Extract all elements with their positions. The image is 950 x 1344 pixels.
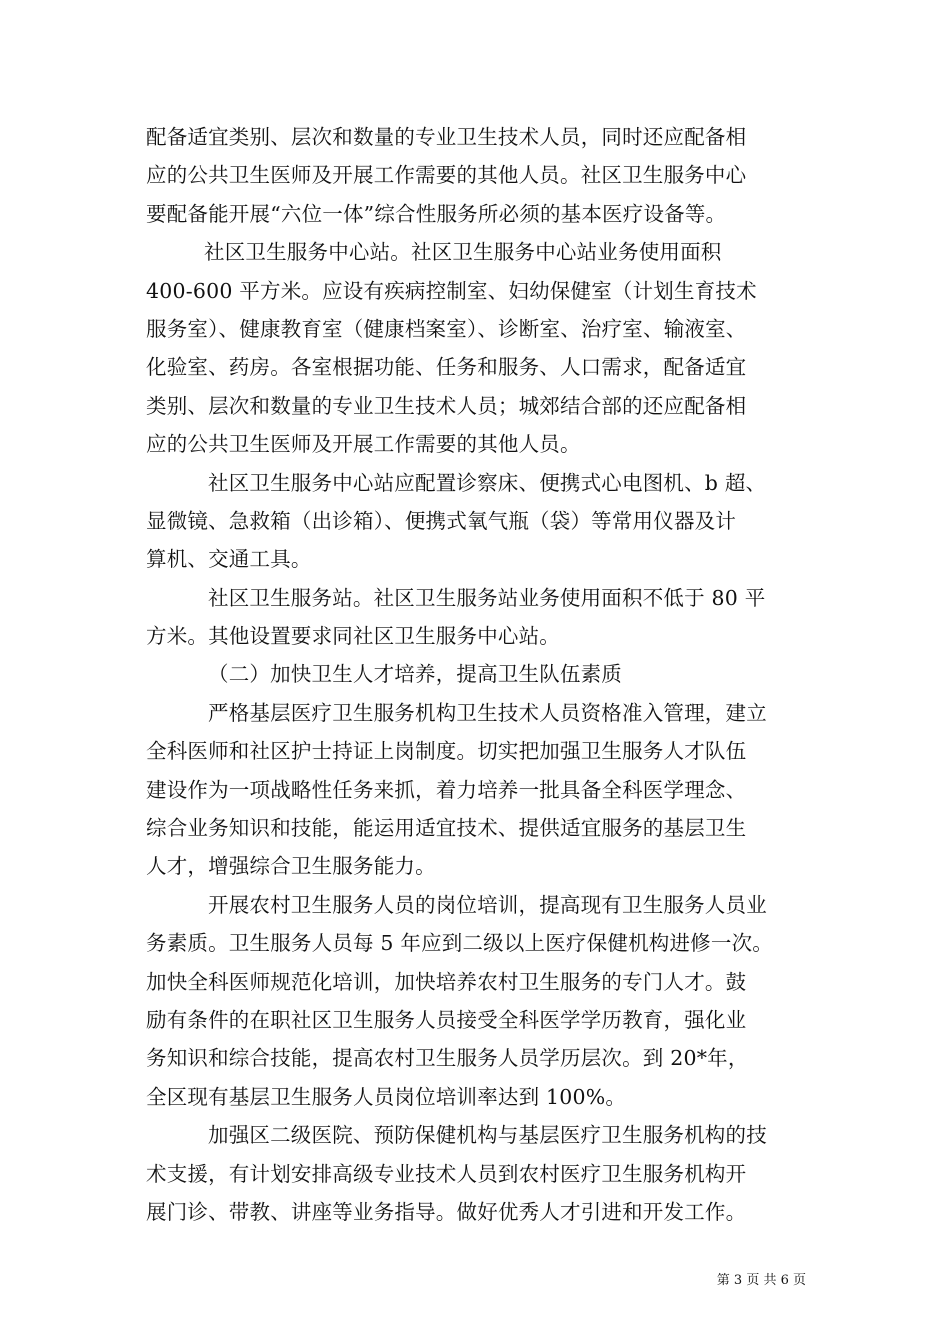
section-heading — [146, 655, 816, 693]
text-line: 400-600 平方米。应设有疾病控制室、妇幼保健室（计划生育技术 — [146, 278, 757, 303]
paragraph-center-station — [146, 233, 816, 463]
text-line: 社区卫生服务中心站。社区卫生服务中心站业务使用面积 — [204, 240, 722, 265]
text-line: 术支援，有计划安排高级专业技术人员到农村医疗卫生服务机构开 — [146, 1161, 747, 1186]
text-line: 类别、层次和数量的专业卫生技术人员；城郊结合部的还应配备相 — [146, 393, 747, 418]
paragraph-technical-support — [146, 1116, 816, 1231]
text-line: 励有条件的在职社区卫生服务人员接受全科医学学历教育，强化业 — [146, 1007, 747, 1032]
text-line: 展门诊、带教、讲座等业务指导。做好优秀人才引进和开发工作。 — [146, 1199, 747, 1224]
text-line: 社区卫生服务站。社区卫生服务站业务使用面积不低于 80 平 — [208, 585, 766, 610]
paragraph-staffing-continued — [146, 118, 816, 233]
text-line: 应的公共卫生医师及开展工作需要的其他人员。 — [146, 432, 581, 457]
text-line: 方米。其他设置要求同社区卫生服务中心站。 — [146, 624, 560, 649]
text-line: 化验室、药房。各室根据功能、任务和服务、人口需求，配备适宜 — [146, 355, 747, 380]
text-line: 算机、交通工具。 — [146, 547, 312, 572]
text-line: 务知识和综合技能，提高农村卫生服务人员学历层次。到 20*年， — [146, 1046, 749, 1071]
text-line: 建设作为一项战略性任务来抓，着力培养一批具备全科医学理念、 — [146, 777, 747, 802]
paragraph-training — [146, 886, 816, 1116]
document-body — [146, 118, 816, 1231]
text-line: 全科医师和社区护士持证上岗制度。切实把加强卫生服务人才队伍 — [146, 739, 747, 764]
text-line: 务素质。卫生服务人员每 5 年应到二级以上医疗保健机构进修一次。 — [146, 931, 773, 956]
text-line: 要配备能开展“六位一体”综合性服务所必须的基本医疗设备等。 — [146, 201, 727, 226]
text-line: 应的公共卫生医师及开展工作需要的其他人员。社区卫生服务中心 — [146, 163, 747, 188]
text-line: 加强区二级医院、预防保健机构与基层医疗卫生服务机构的技 — [208, 1123, 767, 1148]
paragraph-equipment — [146, 464, 816, 579]
paragraph-qualification — [146, 694, 816, 886]
page-number: 第 3 页 共 6 页 — [716, 1273, 806, 1288]
text-line: 社区卫生服务中心站应配置诊察床、便携式心电图机、b 超、 — [208, 470, 767, 495]
text-line: 全区现有基层卫生服务人员岗位培训率达到 100%。 — [146, 1084, 627, 1109]
text-line: 综合业务知识和技能，能运用适宜技术、提供适宜服务的基层卫生 — [146, 816, 747, 841]
section-heading-text: （二）加快卫生人才培养，提高卫生队伍素质 — [208, 662, 622, 687]
text-line: 服务室）、健康教育室（健康档案室）、诊断室、治疗室、输液室、 — [146, 316, 747, 341]
text-line: 显微镜、急救箱（出诊箱）、便携式氧气瓶（袋）等常用仪器及计 — [146, 508, 737, 533]
paragraph-service-station — [146, 579, 816, 656]
text-line: 人才，增强综合卫生服务能力。 — [146, 854, 436, 879]
text-line: 严格基层医疗卫生服务机构卫生技术人员资格准入管理，建立 — [208, 700, 767, 725]
text-line: 配备适宜类别、层次和数量的专业卫生技术人员，同时还应配备相 — [146, 125, 747, 149]
text-line: 加快全科医师规范化培训，加快培养农村卫生服务的专门人才。鼓 — [146, 969, 747, 994]
text-line: 开展农村卫生服务人员的岗位培训，提高现有卫生服务人员业 — [208, 892, 767, 917]
